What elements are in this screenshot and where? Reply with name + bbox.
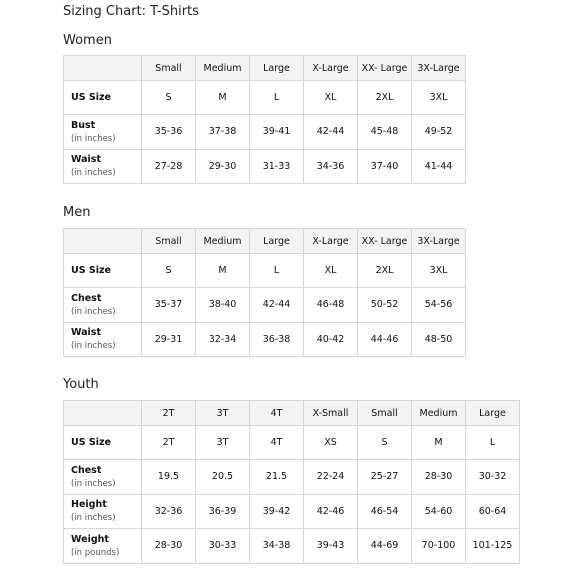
row-label: Chest	[71, 292, 102, 304]
table-cell: 46-48	[304, 288, 358, 323]
table-cell: S	[142, 254, 196, 288]
table-cell: XL	[304, 81, 358, 115]
row-label: US Size	[71, 92, 111, 103]
women-section-title: Women	[63, 33, 112, 48]
table-cell: 30-32	[466, 460, 520, 495]
table-cell: 50-52	[358, 288, 412, 323]
column-header: Medium	[412, 401, 466, 426]
table-cell: 29-31	[142, 322, 196, 357]
row-label: US Size	[71, 437, 111, 448]
table-row	[64, 529, 520, 564]
row-header-cell	[64, 254, 142, 288]
header-corner-cell	[64, 56, 142, 81]
table-cell: 3XL	[412, 254, 466, 288]
table-cell: 20.5	[196, 460, 250, 495]
table-cell: 42-44	[304, 115, 358, 150]
row-header-cell	[64, 81, 142, 115]
table-cell: S	[142, 81, 196, 115]
table-cell: 38-40	[196, 288, 250, 323]
table-row	[64, 288, 466, 323]
row-header-cell	[64, 529, 142, 564]
table-cell: L	[250, 81, 304, 115]
table-cell: 37-38	[196, 115, 250, 150]
table-cell: 41-44	[412, 149, 466, 184]
table-cell: L	[466, 426, 520, 460]
table-cell: 3T	[196, 426, 250, 460]
table-row	[64, 426, 520, 460]
column-header: Large	[466, 401, 520, 426]
row-header-cell	[64, 288, 142, 323]
table-cell: 34-38	[250, 529, 304, 564]
table-cell: M	[412, 426, 466, 460]
header-corner-cell	[64, 401, 142, 426]
table-cell: 36-39	[196, 494, 250, 529]
table-cell: XL	[304, 254, 358, 288]
table-cell: 27-28	[142, 149, 196, 184]
table-cell: 2T	[142, 426, 196, 460]
table-row	[64, 115, 466, 150]
column-header: 3X-Large	[412, 229, 466, 254]
table-row	[64, 460, 520, 495]
table-row	[64, 149, 466, 184]
table-cell: 39-43	[304, 529, 358, 564]
column-header: Large	[250, 56, 304, 81]
youth-size-table	[63, 400, 520, 564]
table-cell: 3XL	[412, 81, 466, 115]
row-label: US Size	[71, 265, 111, 276]
column-header: X-Large	[304, 229, 358, 254]
table-cell: 48-50	[412, 322, 466, 357]
table-cell: 44-46	[358, 322, 412, 357]
column-header: XX- Large	[358, 229, 412, 254]
row-label: Height	[71, 499, 107, 511]
row-label: Waist	[71, 327, 102, 339]
table-cell: 32-34	[196, 322, 250, 357]
table-cell: 21.5	[250, 460, 304, 495]
table-cell: 36-38	[250, 322, 304, 357]
column-header: XX- Large	[358, 56, 412, 81]
row-header-cell	[64, 322, 142, 357]
table-row	[64, 494, 520, 529]
table-cell: 45-48	[358, 115, 412, 150]
row-label: Bust	[71, 119, 96, 131]
column-header: Small	[142, 56, 196, 81]
table-cell: 30-33	[196, 529, 250, 564]
table-cell: 2XL	[358, 81, 412, 115]
table-cell: 42-46	[304, 494, 358, 529]
table-cell: 34-36	[304, 149, 358, 184]
table-cell: 25-27	[358, 460, 412, 495]
column-header: X-Small	[304, 401, 358, 426]
row-unit: (in inches)	[71, 168, 116, 179]
table-cell: 60-64	[466, 494, 520, 529]
table-row	[64, 254, 466, 288]
table-cell: 46-54	[358, 494, 412, 529]
table-cell: 29-30	[196, 149, 250, 184]
row-header-cell	[64, 149, 142, 184]
table-cell: 19.5	[142, 460, 196, 495]
men-size-table	[63, 228, 466, 357]
row-header-cell	[64, 494, 142, 529]
table-cell: 35-36	[142, 115, 196, 150]
column-header: Large	[250, 229, 304, 254]
men-section-title: Men	[63, 205, 91, 220]
row-label: Weight	[71, 533, 109, 545]
table-cell: 54-56	[412, 288, 466, 323]
column-header: Medium	[196, 56, 250, 81]
table-cell: 2XL	[358, 254, 412, 288]
row-header-cell	[64, 115, 142, 150]
table-cell: 37-40	[358, 149, 412, 184]
table-cell: 101-125	[466, 529, 520, 564]
column-header: 2T	[142, 401, 196, 426]
table-cell: 44-69	[358, 529, 412, 564]
table-cell: XS	[304, 426, 358, 460]
row-label: Waist	[71, 154, 102, 166]
table-cell: L	[250, 254, 304, 288]
table-cell: M	[196, 81, 250, 115]
column-header: Small	[142, 229, 196, 254]
page-title: Sizing Chart: T-Shirts	[63, 4, 199, 19]
table-cell: 39-42	[250, 494, 304, 529]
table-cell: 28-30	[412, 460, 466, 495]
header-corner-cell	[64, 229, 142, 254]
table-cell: S	[358, 426, 412, 460]
table-cell: 35-37	[142, 288, 196, 323]
table-cell: 32-36	[142, 494, 196, 529]
column-header: Small	[358, 401, 412, 426]
table-cell: 39-41	[250, 115, 304, 150]
table-cell: M	[196, 254, 250, 288]
table-cell: 54-60	[412, 494, 466, 529]
table-row	[64, 81, 466, 115]
table-cell: 22-24	[304, 460, 358, 495]
row-unit: (in inches)	[71, 478, 116, 489]
row-header-cell	[64, 426, 142, 460]
table-cell: 42-44	[250, 288, 304, 323]
row-unit: (in inches)	[71, 133, 116, 144]
row-unit: (in inches)	[71, 513, 116, 524]
row-unit: (in pounds)	[71, 547, 120, 558]
row-unit: (in inches)	[71, 341, 116, 352]
table-cell: 31-33	[250, 149, 304, 184]
table-cell: 70-100	[412, 529, 466, 564]
column-header: 3X-Large	[412, 56, 466, 81]
youth-section-title: Youth	[63, 377, 99, 392]
row-header-cell	[64, 460, 142, 495]
table-cell: 4T	[250, 426, 304, 460]
column-header: 4T	[250, 401, 304, 426]
column-header: Medium	[196, 229, 250, 254]
column-header: 3T	[196, 401, 250, 426]
row-unit: (in inches)	[71, 306, 116, 317]
table-cell: 40-42	[304, 322, 358, 357]
row-label: Chest	[71, 464, 102, 476]
table-row	[64, 322, 466, 357]
column-header: X-Large	[304, 56, 358, 81]
table-cell: 49-52	[412, 115, 466, 150]
table-cell: 28-30	[142, 529, 196, 564]
women-size-table	[63, 55, 466, 184]
